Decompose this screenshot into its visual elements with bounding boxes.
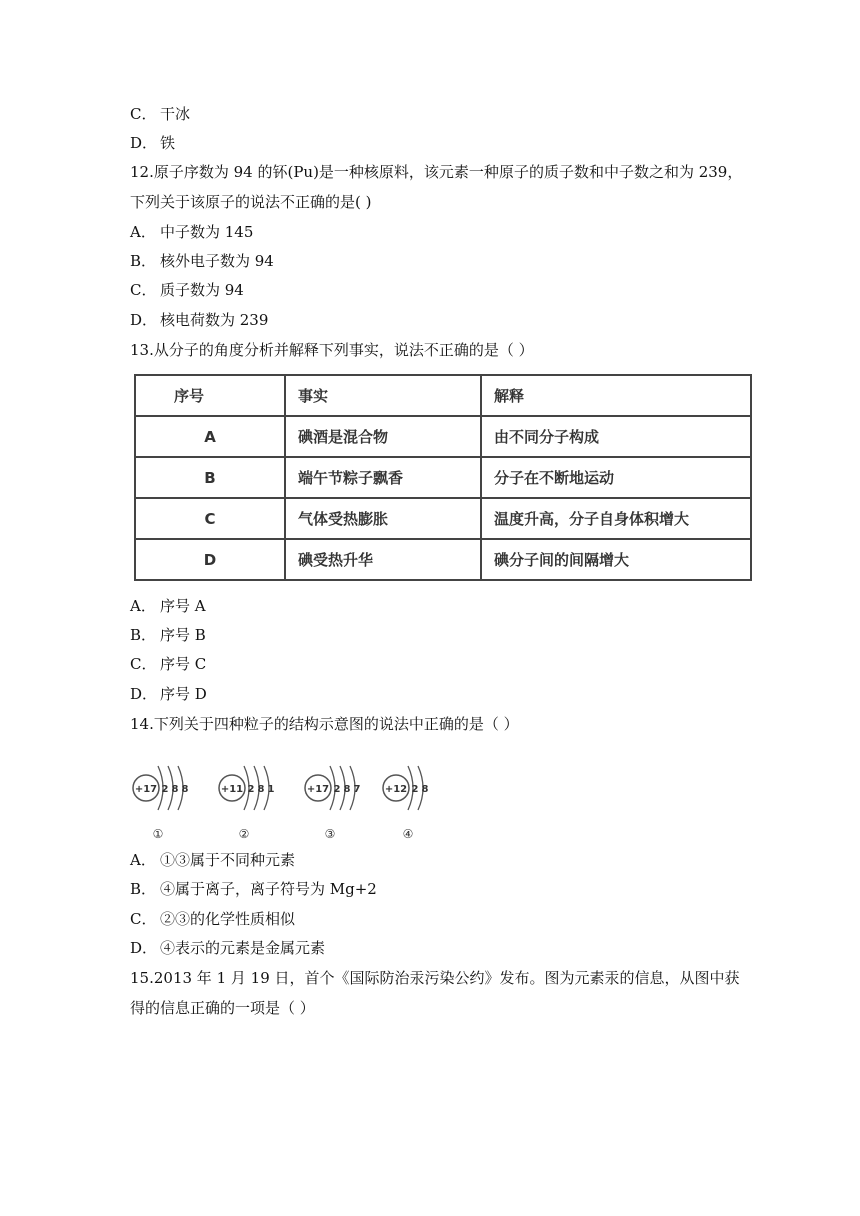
q14-option-d [130,938,325,958]
option-text: ①③属于不同种元素 [160,851,296,869]
table-cell: A [135,416,285,457]
nucleus-charge: +17 [134,784,158,795]
table-header-cell: 序号 [135,375,285,416]
electron-count: 2 [161,784,169,795]
option-letter: A． [130,597,156,615]
option-text: ④属于离子，离子符号为 Mg+2 [160,880,377,898]
option-text: 序号 B [160,626,206,644]
electron-count: 2 [247,784,255,795]
q14-stem: 14.下列关于四种粒子的结构示意图的说法中正确的是（ ） [130,715,519,733]
q12-option-d [130,310,268,330]
electron-count: 7 [353,784,361,795]
electron-count: 2 [411,784,419,795]
option-text: 质子数为 94 [160,281,244,299]
option-letter: A． [130,851,156,869]
q14-option-b [130,879,377,899]
q13-table [134,374,752,581]
table-header-cell: 事实 [285,375,481,416]
atom-diagram [133,766,189,841]
option-text: 序号 D [160,685,207,703]
electron-count: 8 [181,784,189,795]
option-letter: D． [130,311,158,329]
table-cell: 气体受热膨胀 [285,498,481,539]
option-letter: A． [130,223,156,241]
electron-count: 2 [333,784,341,795]
option-letter: B． [130,626,157,644]
q15-stem-line-1: 15.2013 年 1 月 19 日，首个《国际防治汞污染公约》发布。图为元素汞的信息，从图中获 [130,969,740,987]
table-cell: 温度升高，分子自身体积增大 [481,498,751,539]
option-letter: B． [130,880,157,898]
q13-option-a [130,596,206,616]
option-text: 干冰 [160,105,191,123]
option-text: 核电荷数为 239 [160,311,269,329]
option-letter: D． [130,134,158,152]
q11-option-d [130,133,175,153]
atom-label: ① [152,827,164,841]
table-header-row [135,375,751,416]
atom-label: ③ [324,827,336,841]
table-row [135,539,751,580]
electron-count: 8 [171,784,179,795]
option-letter: C． [130,910,157,928]
option-letter: C． [130,281,157,299]
nucleus-charge: +12 [384,784,408,795]
option-letter: C． [130,655,157,673]
q12-stem-line-1: 12.原子序数为 94 的钚(Pu)是一种核原料，该元素一种原子的质子数和中子数之和为 239， [130,163,743,181]
table-cell: 碘受热升华 [285,539,481,580]
table-cell: B [135,457,285,498]
nucleus-charge: +17 [306,784,330,795]
electron-count: 1 [267,784,275,795]
option-text: 中子数为 145 [160,223,254,241]
atom-label: ④ [402,827,414,841]
electron-count: 8 [257,784,265,795]
q14-option-c [130,909,295,929]
atom-diagram [305,766,361,841]
option-text: ②③的化学性质相似 [160,910,296,928]
table-row [135,498,751,539]
nucleus-charge: +11 [220,784,244,795]
option-text: 序号 A [160,597,206,615]
option-text: 核外电子数为 94 [160,252,274,270]
table-cell: 碘酒是混合物 [285,416,481,457]
q13-option-b [130,625,206,645]
q12-stem-line-2: 下列关于该原子的说法不正确的是( ) [130,193,372,211]
atom-label: ② [238,827,250,841]
q12-option-b [130,251,274,271]
q15-stem-line-2: 得的信息正确的一项是（ ） [130,999,315,1017]
table-header-cell: 解释 [481,375,751,416]
atom-diagram [383,766,429,841]
table-cell: 碘分子间的间隔增大 [481,539,751,580]
table-cell: 由不同分子构成 [481,416,751,457]
option-letter: D． [130,685,158,703]
q11-option-c [130,104,190,124]
q13-option-d [130,684,207,704]
table-cell: C [135,498,285,539]
table-cell: 分子在不断地运动 [481,457,751,498]
table-row [135,416,751,457]
electron-count: 8 [343,784,351,795]
option-text: 铁 [160,134,176,152]
table-cell: 端午节粽子飘香 [285,457,481,498]
q14-option-a [130,850,295,870]
option-letter: B． [130,252,157,270]
q13-stem: 13.从分子的角度分析并解释下列事实，说法不正确的是（ ） [130,341,534,359]
atom-diagram [219,766,275,841]
electron-count: 8 [421,784,429,795]
table-row [135,457,751,498]
q12-option-c [130,280,244,300]
option-letter: C． [130,105,157,123]
table-cell: D [135,539,285,580]
atomic-structure-diagrams [128,756,448,846]
q13-option-c [130,654,206,674]
option-text: ④表示的元素是金属元素 [160,939,326,957]
option-letter: D． [130,939,158,957]
option-text: 序号 C [160,655,207,673]
q12-option-a [130,222,253,242]
